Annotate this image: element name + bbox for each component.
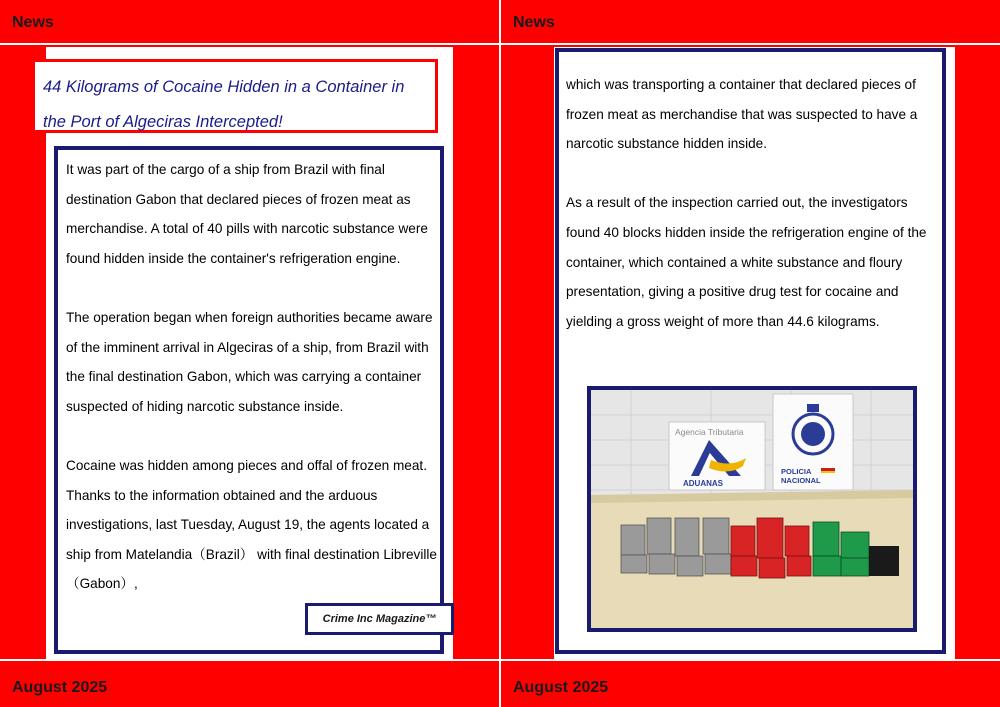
- left-paragraph-3: Cocaine was hidden among pieces and offal of frozen meat. Thanks to the information obtained and the arduous investigations, last Tuesday, August 19, the agents located a ship from Matelandia（Brazil） with final destination Libreville（Gabon）,: [66, 457, 437, 592]
- seizure-photo-illustration: [591, 390, 913, 628]
- left-paragraph-1: It was part of the cargo of a ship from Brazil with final destination Gabon that declared pieces of frozen meat as merchandise. A total of 40 pills with narcotic substance were found hidden inside the container's refrigeration engine.: [66, 162, 428, 266]
- sign-aduanas-text: ADUANAS: [683, 479, 723, 488]
- right-paragraph-1: which was transporting a container that declared pieces of frozen meat as merchandise that was suspected to have a narcotic substance hidden inside.: [566, 77, 918, 152]
- sign-nacional-text: NACIONAL: [781, 476, 821, 485]
- right-footer-band: [501, 659, 1000, 707]
- right-header-band: [501, 0, 1000, 45]
- sign-policia-text: POLICIA: [781, 467, 812, 476]
- left-article-body: [66, 155, 442, 599]
- right-page: [500, 0, 1000, 707]
- left-paragraph-2: The operation began when foreign authorities became aware of the imminent arrival in Algeciras of a ship, from Brazil with the final destination Gabon, which was carrying a container suspected of hiding narcotic substance inside.: [66, 309, 433, 414]
- article-title: 44 Kilograms of Cocaine Hidden in a Container in the Port of Algeciras Intercepted!: [43, 78, 405, 131]
- right-article-body: [566, 70, 944, 336]
- left-header-band: [0, 0, 499, 45]
- left-article-frame: [54, 146, 444, 654]
- seizure-photo: [587, 386, 917, 632]
- right-footer-label: August 2025: [513, 679, 609, 696]
- magazine-brand-label: Crime Inc Magazine™: [305, 603, 454, 635]
- right-header-label: News: [513, 14, 555, 31]
- left-footer-band: [0, 659, 499, 707]
- right-paragraph-2: As a result of the inspection carried out, the investigators found 40 blocks hidden inside the refrigeration engine of the container, which contained a white substance and floury presentation, giving a positive drug test for cocaine and yielding a gross weight of more than 44.6 kilograms.: [566, 195, 927, 329]
- sign-agency-text: Agencia Tributaria: [675, 427, 744, 437]
- left-footer-label: August 2025: [12, 679, 108, 696]
- article-title-box: [32, 59, 438, 133]
- left-header-label: News: [12, 14, 54, 31]
